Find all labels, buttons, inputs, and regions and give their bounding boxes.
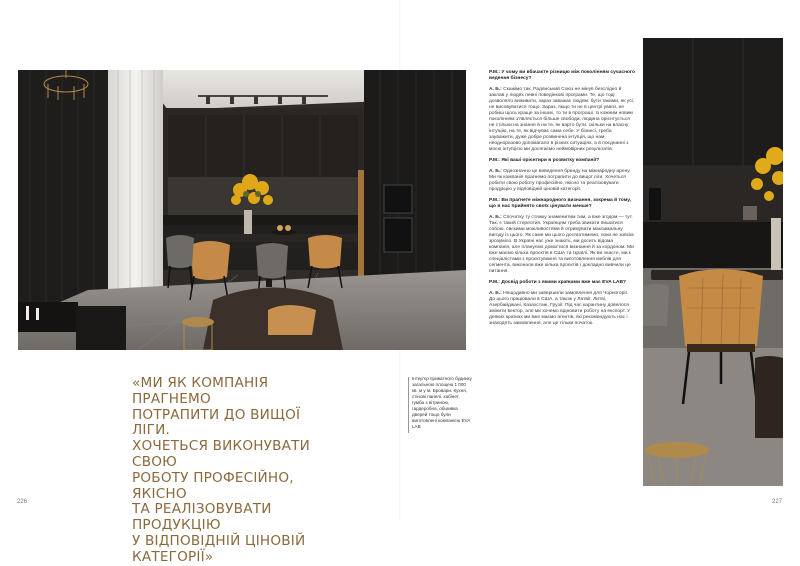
interview-question: P.M.: Досвід роботи з якими країнами вже має EVA LAB? bbox=[489, 280, 626, 286]
pull-quote-line: «МИ ЯК КОМПАНІЯ ПРАГНЕМО bbox=[132, 375, 269, 407]
interview-question: P.M.: Ви прагнете міжнародного визнання, зокрема й тому, що в нас прийнято своїх цінувати менше? bbox=[489, 198, 631, 210]
answer-text: Однозначно це виведення бренду на міжнародну арену. Ми як компанія прагнемо потрапити до вищої ліги. Хочеться робити свою роботу професійно, якісно та реалізовувати продукцію у відповідній ціновій категорії. bbox=[489, 169, 631, 193]
dining-detail-illustration bbox=[643, 38, 783, 486]
pull-quote-line: ТА РЕАЛІЗОВУВАТИ ПРОДУКЦІЮ bbox=[132, 501, 272, 534]
dining-detail-photo bbox=[643, 38, 783, 486]
caption-divider bbox=[408, 377, 409, 433]
pull-quote-line: КАТЕГОРІЇ» bbox=[132, 548, 214, 565]
answer-speaker: А. Б.: bbox=[489, 214, 502, 220]
interview-question: P.M.: Які ваші орієнтири в розвитку компанії? bbox=[489, 158, 600, 164]
photo-caption: Інтер'єр приватного будинку загальною площею 1 000 кв. м у м. Бровари. Кухня, стінові панелі, кабінет, гумба з вітриною, гардеробна, обшивка дверей тощо були виготовлені компанією EVA LAB bbox=[412, 376, 472, 429]
pull-quote-line: РОБОТУ ПРОФЕСІЙНО, ЯКІСНО bbox=[132, 469, 294, 502]
pull-quote-line: У ВІДПОВІДНІЙ ЦІНОВІЙ bbox=[132, 532, 306, 549]
page-number-right: 227 bbox=[772, 499, 783, 505]
interview-answer bbox=[489, 87, 635, 154]
pull-quote-line: ХОЧЕТЬСЯ ВИКОНУВАТИ СВОЮ bbox=[132, 438, 311, 470]
answer-speaker: А. Б.: bbox=[489, 291, 502, 297]
kitchen-interior-photo bbox=[18, 70, 466, 350]
answer-text: Скажімо так, Радянський Союз не мінув безслідно й заклав у людях певні поведінкові програми. Те, що тоді дозволяло виживати, зараз заважає людям: бути такими, як усі, не висовуватися тощо. Зараз, якщо ти не в центрі уваги, не робиш щось краще за інших, то ти в програші. Із кожним новим поколінням з'являється більше свободи, людина орієнтується не стільки на знання й на те, як варто бути, скільки на власну інтуїцію, на те, як відчуває сама себе. У бізнесі, треба зауважити, дуже добре розвинена інтуїція, що нам неодноразово допомагало в різних ситуаціях, а в поєднанні з моєю інтуїцією ми досягаємо неймовірних результатів. bbox=[489, 86, 635, 153]
interview-question: P.M.: У чому ви вбачаєте різницю між поколінням сучасного ведення бізнесу? bbox=[489, 70, 635, 82]
answer-speaker: А. Б.: bbox=[489, 86, 502, 92]
page-number-left: 226 bbox=[17, 499, 28, 505]
kitchen-interior-illustration bbox=[18, 70, 466, 350]
interview-answer bbox=[489, 169, 635, 193]
interview-answer bbox=[489, 291, 635, 327]
answer-speaker: А. Б.: bbox=[489, 169, 502, 175]
answer-text: Спочатку ту стяжку знаменитим тим, а вже згодом — тут. Так, є такий стереотип. Українцям треба звикати пишатися собою, свєкими можливостями й отримувати максимальну вигоду із цього. Як саме ми цього досягатимемо, поки не зовсім зрозуміло. В Україні нас уже знають, ми досить відома компанія, але плануємо домогтися визнання й за кордоном. Ми вже маємо кілька проєктів в США та Ізраїлі. Як ви знаєте, ми є спеціалістами з проєктування та виготовлення меблів для сегмента, виконали вже кілька проєктів і докладно вивчили це питання. bbox=[489, 214, 634, 275]
interview-answer bbox=[489, 215, 635, 275]
answer-text: Нещодавно ми завершили замовлення для Чорногорії. До цього працювали в США, а також у Латвії, Литві, Азербайджані, Казахстані, Грузії. Під час карантину довелося змінити вектор, але ми хочемо відновити роботу на експорт. У деяких країнах ми вже маємо агентів, які рекомендують нас і знаходять замовлення, але це тільки початок. bbox=[489, 291, 631, 327]
interview-column bbox=[489, 70, 635, 332]
pull-quote-line: ПОТРАПИТИ ДО ВИЩОЇ ЛІГИ. bbox=[132, 406, 301, 439]
pull-quote bbox=[132, 376, 332, 566]
